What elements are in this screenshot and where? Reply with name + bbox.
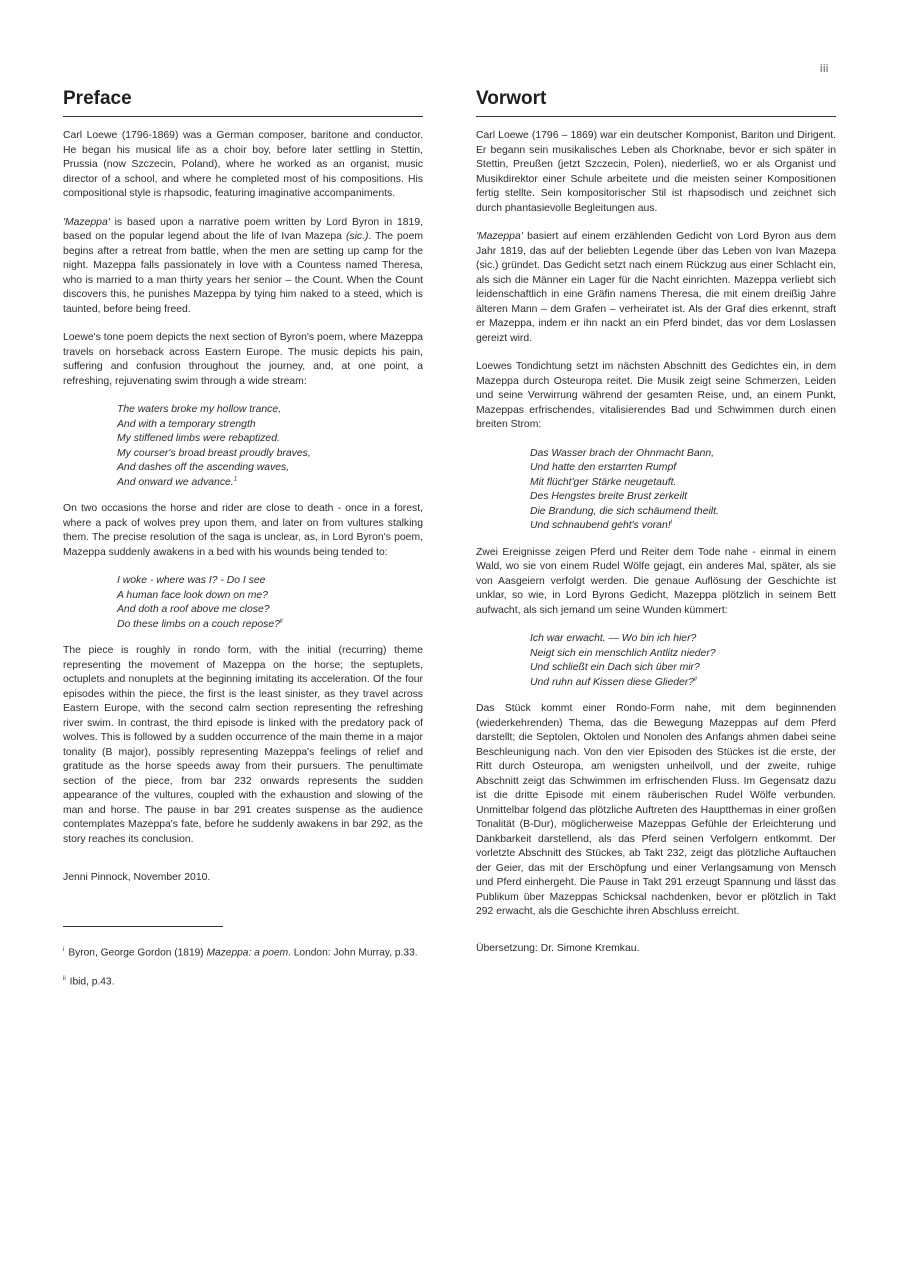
verse-line: My stiffened limbs were rebaptized. [117,433,280,444]
footnote-marker: i [670,519,672,526]
poem-quote-1 [117,403,423,490]
poem-quote-2-de [530,632,836,690]
verse-line [117,618,423,633]
footnote-2 [63,972,423,989]
vorwort-paragraph-5: Das Stück kommt einer Rondo-Form nahe, mit dem beginnenden (wiederkehrenden) Thema, das die Bewegung Mazeppas auf dem Pferd darstellt; die Septolen, Oktolen und Nonolen des Anfangs ahmen dabei seine Beschleunigung nach. Von den vier Episoden des Stückes ist die erste, der Ritt durch Osteuropa, am wenigsten unheilvoll, und der zweite, ruhige Abschnitt zeigt das Schwimmen im erfrischenden Fluss. Im Gegensatz dazu ist die dritte Episode mit einem räuberischen Rudel Wölfe verbunden. Unmittelbar folgend das plötzliche Auftreten des Hauptthemas in einer großen Tonalität (B-Dur), möglicherweise Mazeppas Gefühle der Erleichterung und Dankbarkeit darstellend, als das Pferd seinen Verfolgern entkommt. Der vorletzte Abschnitt des Stückes, ab Takt 232, zeigt das plötzliche Auftauchen der Geier, das mit der Erschöpfung und einer Verlangsamung von Mensch und Pferd einhergeht. Die Pause in Takt 291 erzeugt Spannung und lässt das Publikum über Mazeppas Schicksal nachdenken, bevor er plötzlich in Takt 292 erwacht, als die Geschichte ihren Abschluss erreicht. [476,703,836,917]
vorwort-heading: Vorwort [476,88,836,117]
vorwort-paragraph-3: Loewes Tondichtung setzt im nächsten Abschnitt des Gedichtes ein, in dem Mazeppa durch Osteuropa reitet. Die Musik zeigt seine Schmerzen, Leiden und seine Verwirrung während der gesamten Reise, und, an einem Punkt, Mazeppas erfrischendes, vitalisierendes Bad und Schwimmen durch einen breiten Strom: [476,361,836,430]
work-title: 'Mazeppa' [476,231,523,242]
footnote-marker: ii [279,618,283,625]
work-title: 'Mazeppa' [63,216,110,228]
verse-line: And with a temporary strength [117,418,256,430]
preface-paragraph-2 [63,216,423,318]
verse-text: Do these limbs on a couch repose? [117,618,280,630]
author-signature: Jenni Pinnock, November 2010. [63,872,211,883]
preface-paragraph-1: Carl Loewe (1796-1869) was a German composer, baritone and conductor. He began his musical life as a choir boy, before later settling in Stettin, Prussia (now Szczecin, Poland), where he worked as an organist, music director of a school, and where he completed most of his compositions. His compositional style is rhapsodic, featuring imaginative accompaniments. [63,130,423,199]
verse-line: Die Brandung, die sich schäumend theilt. [530,505,719,517]
verse-line: The waters broke my hollow trance, [117,404,282,415]
verse-text: And onward we advance. [117,476,234,488]
verse-line: Und schließt ein Dach sich über mir? [530,662,700,673]
vorwort-paragraph-1: Carl Loewe (1796 – 1869) war ein deutscher Komponist, Bariton und Dirigent. Er begann sein musikalisches Leben als Chorknabe, bevor er sich später in Stettin, Preußen (jetzt Szczecin, Polen), niederließ, wo er als Organist und Musikdirektor einer Schule arbeitete und die meisten seiner Kompositionen fertig stellte. Sein kompositorischer Stil ist rhapsodisch und zeichnet sich durch phantasievolle Begleitungen aus. [476,130,836,214]
verse-line: Mit flücht'ger Stärke neugetauft. [530,476,677,488]
vorwort-paragraph-2 [476,230,836,346]
footnote-marker: 1 [233,476,238,483]
poem-quote-2 [117,574,423,632]
verse-line: A human face look down on me? [117,589,268,601]
verse-line: Des Hengstes breite Brust zerkeilt [530,491,688,502]
verse-line: And doth a roof above me close? [117,604,270,615]
verse-text: Und ruhn auf Kissen diese Glieder? [530,676,695,688]
verse-line: Das Wasser brach der Ohnmacht Bann, [530,447,715,459]
paragraph-text: basiert auf einem erzählenden Gedicht von Lord Byron aus dem Jahr 1819, das auf der beliebten Legende über das Leben von Ivan Mazepa (sic.) gründet. Das Gedicht setzt nach einem Rückzug aus einer Schlacht ein, als sich die Männer ein Lager für die Nacht einrichten. Mazeppa verliebt sich leidenschaftlich in eine Gräfin namens Theresa, die mit einem dreißig Jahre älteren Mann – dem Grafen – verheiratet ist. Als der Graf dies erkennt, straft er Mazeppa, indem er ihn nackt an ein Pferd bindet, das vor dem Loslassen gereizt wird. [476,231,836,344]
footnote-marker: i [63,946,65,953]
footnote-marker: ii [63,975,66,982]
verse-line: Und hatte den erstarrten Rumpf [530,462,677,473]
footnote-title: Mazeppa: a poem [206,946,289,958]
vorwort-paragraph-4: Zwei Ereignisse zeigen Pferd und Reiter dem Tode nahe - einmal in einem Wald, wo sie von einem Rudel Wölfe gejagt, ein anderes Mal, später, als sie von Aasgeiern verfolgt werden. Die genaue Auflösung der Geschichte ist unklar, so wie, in Lord Byrons Gedicht, Mazeppa plötzlich in seinem Bett aufwacht, als sich jemand um seine Wunden kümmert: [476,546,836,616]
vorwort-column [476,88,836,970]
verse-text: Und schnaubend geht's voran! [530,520,671,531]
verse-line: Neigt sich ein menschlich Antlitz nieder? [530,647,716,659]
page-number: iii [820,63,829,75]
footnote-1 [63,943,423,960]
verse-line [530,519,836,534]
translator-credit: Übersetzung: Dr. Simone Kremkau. [476,942,640,954]
preface-paragraph-5: The piece is roughly in rondo form, with the initial (recurring) theme representing the movement of Mazeppa on the horse; the septuplets, octuplets and nonuplets at the beginning imitating its acceleration. Of the four episodes within the piece, the first is the least sinister, as they travel across Eastern Europe, with the second calm section representing the refreshing river swim. In contrast, the third episode is linked with the predatory pack of wolves. This is followed by a sudden occurrence of the main theme in a major tonality (B major), possibly representing Mazeppa's feelings of relief and gratitude as the horse speeds away from their pursuers. The penultimate section of the piece, from bar 232 onwards represents the sudden appearance of the vultures, coupled with the exhaustion and slowing of the man and horse. The pause in bar 291 creates suspense as the audience contemplates Mazeppa's fate, before he suddenly awakens in bar 292, as the story reaches its conclusion. [63,645,423,845]
sic-note: (sic.) [345,231,369,242]
preface-heading: Preface [63,88,423,117]
preface-column [63,88,423,1001]
verse-line: My courser's broad breast proudly braves, [117,447,311,459]
preface-paragraph-4: On two occasions the horse and rider are close to death - once in a forest, where a pack of wolves prey upon them, and later on from vultures stalking them. The precise resolution of the saga is unclear, as, in Lord Byron's poem, Mazeppa suddenly awakens in a bed with his wounds being tended to: [63,503,423,558]
poem-quote-1-de [530,447,836,534]
verse-line [530,676,836,691]
footnote-divider [63,926,223,927]
verse-line: Ich war erwacht. — Wo bin ich hier? [530,633,697,644]
footnote-text: Byron, George Gordon (1819) [68,946,207,958]
footnote-text: . London: John Murray, p.33. [288,946,418,958]
verse-line: And dashes off the ascending waves, [117,462,290,473]
paragraph-text: . The poem begins after a retreat from battle, when the men are setting up camp for the night. Mazeppa falls passionately in love with a Countess named Theresa, who is married to a man thirty years her senior – the Count. When the Count discovers this, he punishes Mazeppa by tying him naked to a steed, which is taunted, before being freed. [63,231,424,315]
footnote-marker: ii [694,676,697,683]
paragraph-text: is based upon a narrative poem written by Lord Byron in 1819, based on the popular legend about the life of Ivan Mazepa [63,216,423,242]
preface-paragraph-3: Loewe's tone poem depicts the next section of Byron's poem, where Mazeppa travels on horseback across Eastern Europe. The music depicts his pain, suffering and confusion throughout the journey, and, at one point, a refreshing, rejuvenating swim through a wide stream: [63,332,423,387]
verse-line [117,476,423,491]
footnote-text: Ibid, p.43. [69,976,115,988]
verse-line: I woke - where was I? - Do I see [117,575,266,586]
